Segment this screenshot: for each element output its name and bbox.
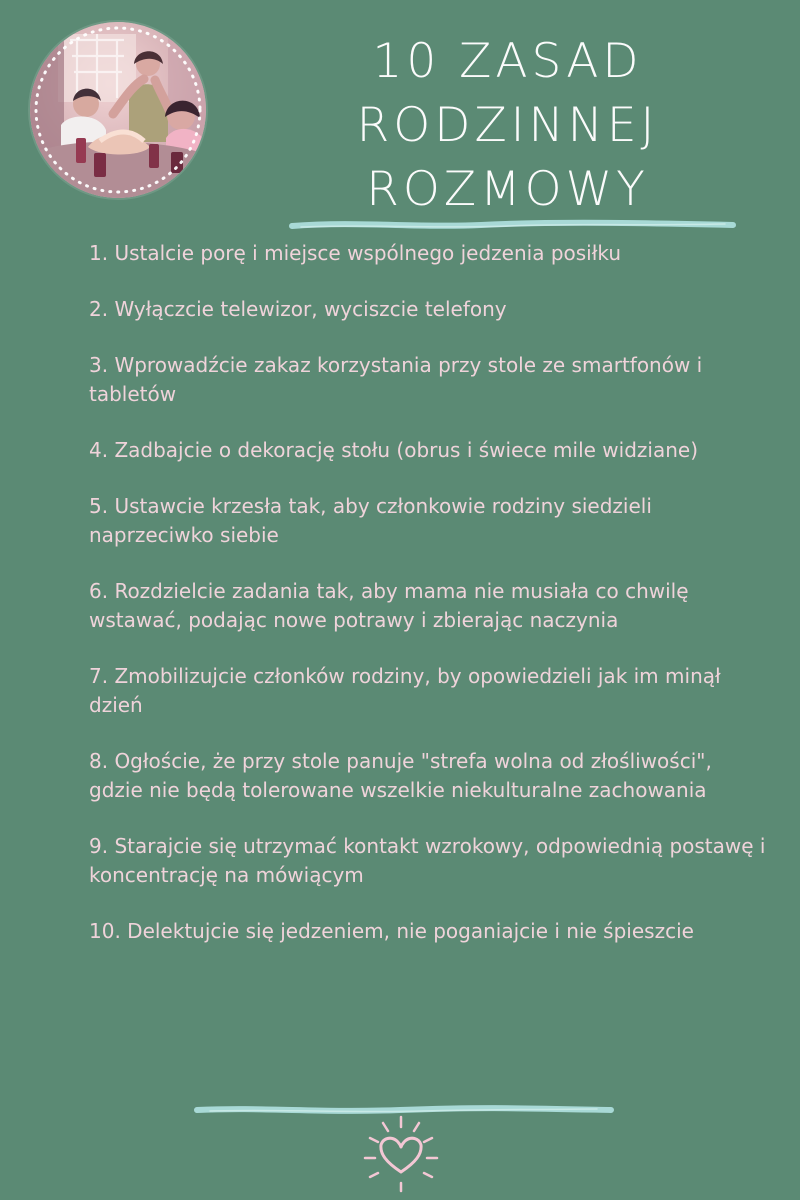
rule-item-8: 8. Ogłoście, że przy stole panuje "strefa wolna od złośliwości", gdzie nie będą tolerowane wszelkie niekulturalne zachowania — [89, 749, 712, 802]
family-dinner-photo-icon — [30, 22, 206, 198]
rule-item-10: 10. Delektujcie się jedzeniem, nie poganiajcie i nie śpieszcie — [89, 919, 694, 943]
rules-list — [89, 239, 767, 946]
rule-item-3: 3. Wprowadźcie zakaz korzystania przy stole ze smartfonów i tabletów — [89, 353, 703, 406]
page-title — [230, 30, 785, 222]
heart-burst-icon — [356, 1109, 446, 1195]
rule-item-7: 7. Zmobilizujcie członków rodziny, by opowiedzieli jak im minął dzień — [89, 664, 721, 717]
rule-item-9: 9. Starajcie się utrzymać kontakt wzrokowy, odpowiednią postawę i koncentrację na mówiącym — [89, 834, 766, 887]
rule-item-6: 6. Rozdzielcie zadania tak, aby mama nie musiała co chwilę wstawać, podając nowe potrawy i zbierając naczynia — [89, 579, 689, 632]
title-line-2: ROZMOWY — [366, 162, 649, 217]
rule-item-2: 2. Wyłączcie telewizor, wyciszcie telefony — [89, 297, 507, 321]
rule-item-5: 5. Ustawcie krzesła tak, aby członkowie rodziny siedzieli naprzeciwko siebie — [89, 494, 652, 547]
rule-item-4: 4. Zadbajcie o dekorację stołu (obrus i świece mile widziane) — [89, 438, 699, 462]
rule-item-1: 1. Ustalcie porę i miejsce wspólnego jedzenia posiłku — [89, 241, 622, 265]
brush-stroke-divider-icon — [287, 218, 739, 232]
title-line-1: 10 ZASAD RODZINNEJ — [356, 34, 659, 153]
family-dinner-photo — [30, 22, 206, 198]
